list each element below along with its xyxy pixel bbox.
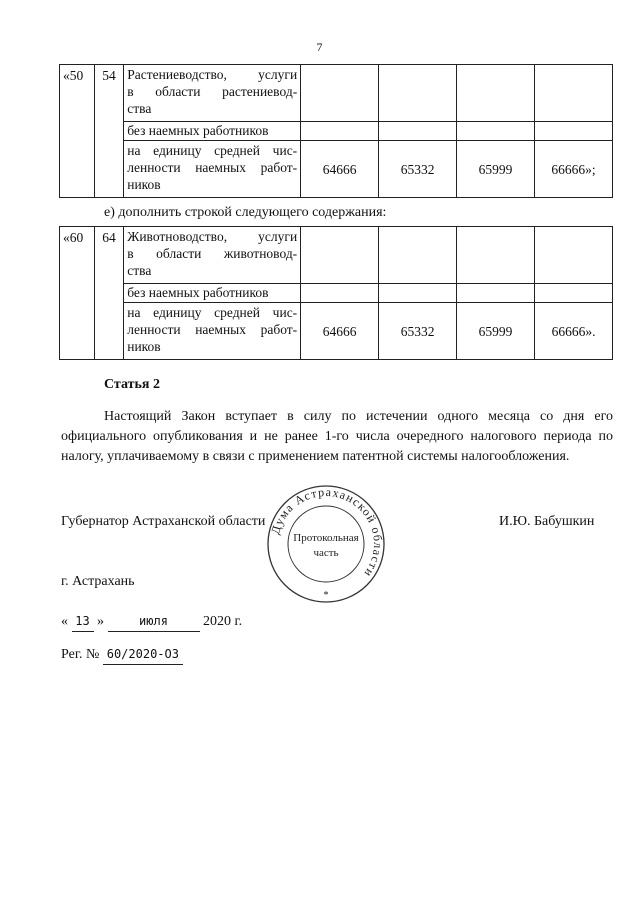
activity-line: ства [127, 263, 152, 278]
row-code: «50 [60, 65, 95, 198]
empty-cell [535, 284, 613, 303]
article-heading: Статья 2 [104, 377, 160, 392]
subcategory-no-employees: без наемных работников [124, 284, 301, 303]
date-day: 13 [72, 612, 94, 632]
empty-cell [379, 122, 457, 141]
subcategory-per-employee [124, 141, 301, 198]
value-cell: 65332 [379, 303, 457, 360]
date-month: июля [108, 612, 200, 632]
empty-cell [457, 65, 535, 122]
registration-label: Рег. № [61, 647, 100, 662]
signature-name: И.Ю. Бабушкин [499, 514, 595, 529]
empty-cell [535, 65, 613, 122]
empty-cell [379, 284, 457, 303]
subcategory-line: ников [127, 339, 161, 354]
empty-cell [535, 227, 613, 284]
subcategory-line: ников [127, 177, 161, 192]
empty-cell [457, 227, 535, 284]
stamp-center-line-2: часть [313, 547, 339, 559]
row-number: 64 [94, 227, 123, 360]
activity-line: в области животновод- [127, 246, 298, 261]
date-year: 2020 г. [203, 614, 243, 629]
value-cell: 65999 [457, 141, 535, 198]
page-number: 7 [316, 40, 323, 54]
empty-cell [301, 65, 379, 122]
empty-cell [301, 122, 379, 141]
stamp-center-line-1: Протокольная [293, 532, 359, 544]
row-number: 54 [94, 65, 123, 198]
value-cell: 64666 [301, 303, 379, 360]
tax-table-row-60 [59, 226, 613, 360]
signature-position: Губернатор Астраханской области [61, 514, 266, 529]
addition-instruction: е) дополнить строкой следующего содержания: [104, 205, 387, 220]
empty-cell [379, 65, 457, 122]
activity-name [124, 65, 301, 122]
signing-date [61, 612, 242, 632]
date-open-quote: « [61, 614, 68, 629]
stamp-ring-text: Дума Астраханской области [268, 484, 386, 581]
value-cell: 66666»; [535, 141, 613, 198]
subcategory-line: ленности наемных работ- [127, 322, 298, 337]
empty-cell [457, 284, 535, 303]
article-body: Настоящий Закон вступает в силу по истечении одного месяца со дня его официального опубликования и не ранее 1-го числа очередного налогового периода по налогу, уплачиваемому в связи с применением патентной системы налогообложения. [61, 409, 613, 464]
activity-line: Животноводство, услуги [127, 229, 298, 244]
date-close-quote: » [97, 614, 104, 629]
value-cell: 64666 [301, 141, 379, 198]
city: г. Астрахань [61, 574, 135, 589]
subcategory-line: на единицу средней чис- [127, 143, 298, 158]
tax-table-row-50 [59, 64, 613, 198]
activity-name [124, 227, 301, 284]
empty-cell [535, 122, 613, 141]
empty-cell [301, 284, 379, 303]
activity-line: Растениеводство, услуги [127, 67, 298, 82]
subcategory-per-employee [124, 303, 301, 360]
activity-line: ства [127, 101, 152, 116]
stamp-star: * [323, 590, 329, 601]
subcategory-no-employees: без наемных работников [124, 122, 301, 141]
activity-line: в области растениевод- [127, 84, 298, 99]
subcategory-line: ленности наемных работ- [127, 160, 298, 175]
registration [61, 645, 183, 665]
subcategory-line: на единицу средней чис- [127, 305, 298, 320]
registration-number: 60/2020-ОЗ [103, 645, 183, 665]
value-cell: 66666». [535, 303, 613, 360]
row-code: «60 [60, 227, 95, 360]
duma-seal-stamp [266, 484, 386, 604]
empty-cell [379, 227, 457, 284]
value-cell: 65332 [379, 141, 457, 198]
empty-cell [457, 122, 535, 141]
value-cell: 65999 [457, 303, 535, 360]
empty-cell [301, 227, 379, 284]
